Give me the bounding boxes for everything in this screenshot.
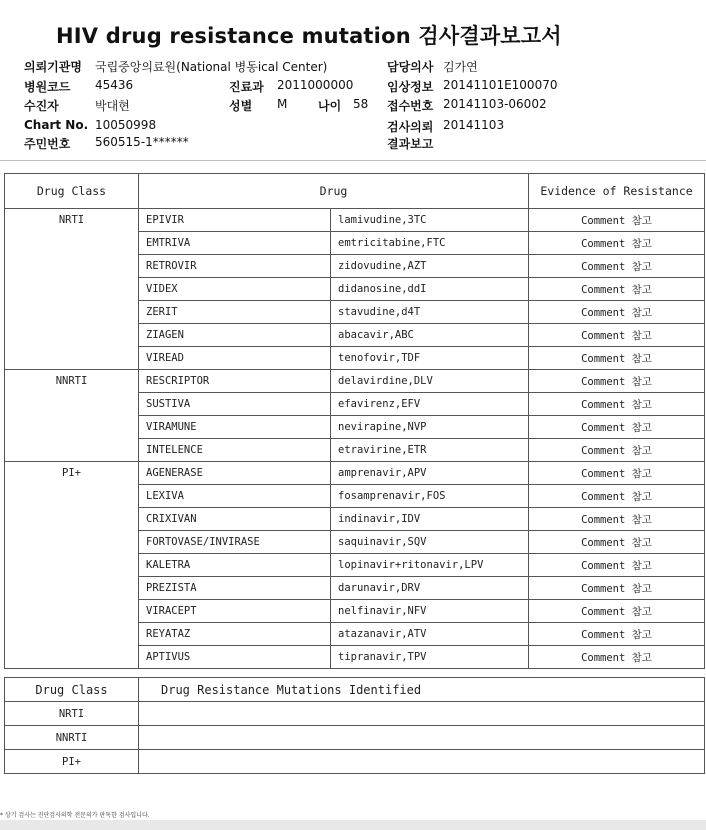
- drug-brand-name: VIREAD: [139, 347, 331, 370]
- evidence-header: Evidence of Resistance: [529, 174, 705, 209]
- drug-row: [5, 370, 705, 393]
- drug-generic-name: efavirenz,EFV: [331, 393, 529, 416]
- drug-class-cell: NRTI: [5, 209, 139, 370]
- evidence-cell: Comment 참고: [529, 554, 705, 577]
- resident-no-value: 560515-1******: [95, 135, 189, 149]
- drug-generic-name: nevirapine,NVP: [331, 416, 529, 439]
- drug-brand-name: VIRAMUNE: [139, 416, 331, 439]
- evidence-cell: Comment 참고: [529, 301, 705, 324]
- drug-brand-name: REYATAZ: [139, 623, 331, 646]
- age-value: 58: [353, 97, 369, 111]
- evidence-cell: Comment 참고: [529, 209, 705, 232]
- doctor-label: 담당의사: [387, 60, 434, 74]
- drug-generic-name: lopinavir+ritonavir,LPV: [331, 554, 529, 577]
- mut-drug-class-header: Drug Class: [5, 678, 139, 702]
- resident-no-label: 주민번호: [24, 137, 71, 151]
- evidence-cell: Comment 참고: [529, 393, 705, 416]
- evidence-cell: Comment 참고: [529, 324, 705, 347]
- report-title: HIV drug resistance mutation 검사결과보고서: [56, 24, 562, 48]
- drug-generic-name: lamivudine,3TC: [331, 209, 529, 232]
- clinical-info-label: 임상정보: [387, 80, 434, 94]
- mutation-value-cell: [139, 702, 705, 726]
- mutations-table-header-row: [5, 678, 705, 702]
- drug-generic-name: zidovudine,AZT: [331, 255, 529, 278]
- evidence-cell: Comment 참고: [529, 646, 705, 669]
- footnote: * 상기 검사는 진단검사의학 전문의가 판독한 검사입니다.: [0, 812, 150, 819]
- evidence-cell: Comment 참고: [529, 577, 705, 600]
- drug-brand-name: ZERIT: [139, 301, 331, 324]
- evidence-cell: Comment 참고: [529, 255, 705, 278]
- institution-label: 의뢰기관명: [24, 60, 82, 74]
- drug-brand-name: RESCRIPTOR: [139, 370, 331, 393]
- drug-brand-name: EMTRIVA: [139, 232, 331, 255]
- drug-resistance-table: [4, 173, 705, 669]
- drug-table-header-row: [5, 174, 705, 209]
- evidence-cell: Comment 참고: [529, 416, 705, 439]
- evidence-cell: Comment 참고: [529, 439, 705, 462]
- result-report-label: 결과보고: [387, 137, 434, 151]
- mutation-row: [5, 702, 705, 726]
- evidence-cell: Comment 참고: [529, 508, 705, 531]
- drug-generic-name: nelfinavir,NFV: [331, 600, 529, 623]
- drug-brand-name: EPIVIR: [139, 209, 331, 232]
- evidence-cell: Comment 참고: [529, 485, 705, 508]
- drug-brand-name: VIDEX: [139, 278, 331, 301]
- mutation-value-cell: [139, 726, 705, 750]
- mutation-row: [5, 726, 705, 750]
- evidence-cell: Comment 참고: [529, 232, 705, 255]
- clinical-info-value: 20141101E100070: [443, 78, 558, 92]
- mutations-header: Drug Resistance Mutations Identified: [139, 678, 705, 702]
- sex-value: M: [277, 97, 288, 111]
- patient-value: 박대현: [95, 99, 130, 113]
- evidence-cell: Comment 참고: [529, 462, 705, 485]
- drug-header: Drug: [139, 174, 529, 209]
- drug-brand-name: INTELENCE: [139, 439, 331, 462]
- department-label: 진료과: [229, 80, 264, 94]
- evidence-cell: Comment 참고: [529, 347, 705, 370]
- drug-row: [5, 209, 705, 232]
- evidence-cell: Comment 참고: [529, 531, 705, 554]
- mutation-class-cell: PI+: [5, 750, 139, 774]
- drug-row: [5, 462, 705, 485]
- header-divider: [0, 160, 706, 161]
- receipt-no-label: 접수번호: [387, 99, 434, 113]
- drug-generic-name: didanosine,ddI: [331, 278, 529, 301]
- evidence-cell: Comment 참고: [529, 600, 705, 623]
- drug-brand-name: AGENERASE: [139, 462, 331, 485]
- drug-brand-name: CRIXIVAN: [139, 508, 331, 531]
- patient-label: 수진자: [24, 99, 59, 113]
- drug-brand-name: FORTOVASE/INVIRASE: [139, 531, 331, 554]
- drug-brand-name: KALETRA: [139, 554, 331, 577]
- mutation-value-cell: [139, 750, 705, 774]
- drug-brand-name: VIRACEPT: [139, 600, 331, 623]
- drug-generic-name: emtricitabine,FTC: [331, 232, 529, 255]
- drug-brand-name: LEXIVA: [139, 485, 331, 508]
- drug-brand-name: RETROVIR: [139, 255, 331, 278]
- evidence-cell: Comment 참고: [529, 278, 705, 301]
- drug-generic-name: indinavir,IDV: [331, 508, 529, 531]
- drug-generic-name: saquinavir,SQV: [331, 531, 529, 554]
- mutations-table: [4, 677, 705, 774]
- drug-generic-name: abacavir,ABC: [331, 324, 529, 347]
- drug-class-cell: PI+: [5, 462, 139, 669]
- institution-value: 국립중앙의료원(National 병동ical Center): [95, 60, 328, 74]
- hospital-code-value: 45436: [95, 78, 134, 92]
- drug-brand-name: SUSTIVA: [139, 393, 331, 416]
- chart-no-label: Chart No.: [24, 118, 89, 132]
- drug-brand-name: ZIAGEN: [139, 324, 331, 347]
- department-value: 2011000000: [277, 78, 354, 92]
- drug-generic-name: tenofovir,TDF: [331, 347, 529, 370]
- drug-brand-name: PREZISTA: [139, 577, 331, 600]
- page-bottom-band: [0, 820, 706, 830]
- hospital-code-label: 병원코드: [24, 80, 71, 94]
- drug-class-cell: NNRTI: [5, 370, 139, 462]
- drug-generic-name: atazanavir,ATV: [331, 623, 529, 646]
- mutation-class-cell: NNRTI: [5, 726, 139, 750]
- drug-generic-name: amprenavir,APV: [331, 462, 529, 485]
- receipt-no-value: 20141103-06002: [443, 97, 547, 111]
- drug-generic-name: darunavir,DRV: [331, 577, 529, 600]
- age-label: 나이: [318, 99, 342, 113]
- drug-generic-name: tipranavir,TPV: [331, 646, 529, 669]
- drug-generic-name: delavirdine,DLV: [331, 370, 529, 393]
- evidence-cell: Comment 참고: [529, 370, 705, 393]
- drug-brand-name: APTIVUS: [139, 646, 331, 669]
- sex-label: 성별: [229, 99, 253, 113]
- drug-generic-name: etravirine,ETR: [331, 439, 529, 462]
- doctor-value: 김가연: [443, 60, 478, 74]
- mutation-row: [5, 750, 705, 774]
- test-request-label: 검사의뢰: [387, 120, 434, 134]
- drug-generic-name: fosamprenavir,FOS: [331, 485, 529, 508]
- drug-class-header: Drug Class: [5, 174, 139, 209]
- chart-no-value: 10050998: [95, 118, 157, 132]
- test-request-value: 20141103: [443, 118, 505, 132]
- mutation-class-cell: NRTI: [5, 702, 139, 726]
- evidence-cell: Comment 참고: [529, 623, 705, 646]
- drug-generic-name: stavudine,d4T: [331, 301, 529, 324]
